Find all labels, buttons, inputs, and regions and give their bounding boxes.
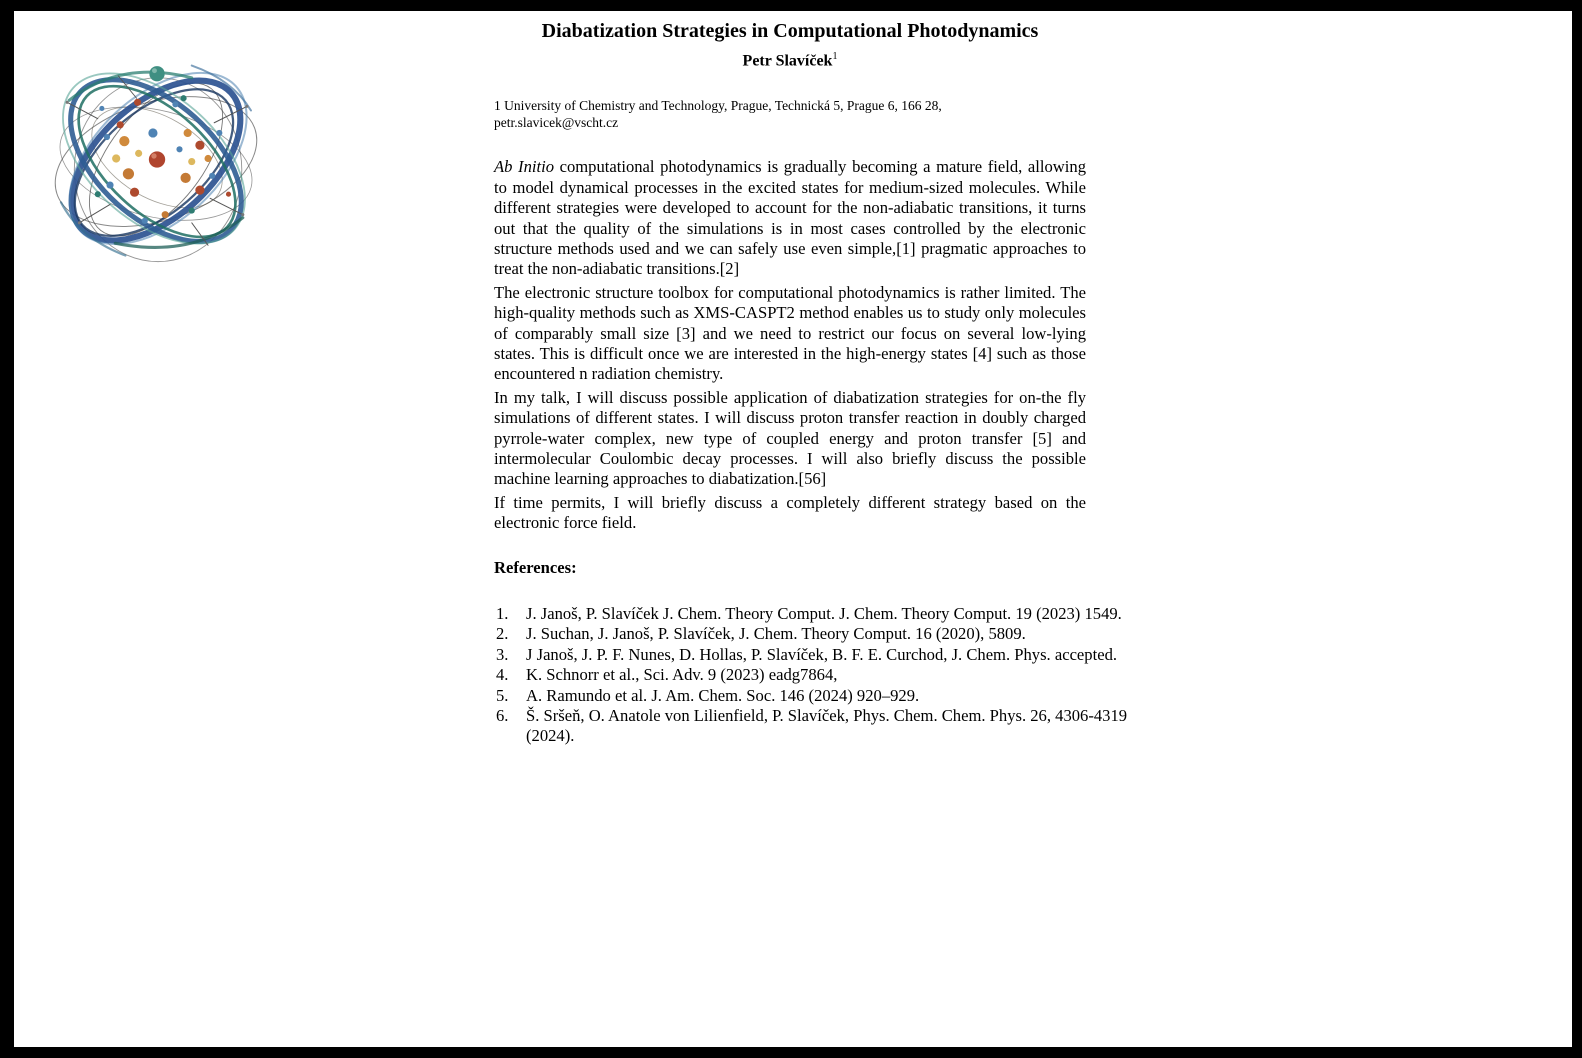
paragraph-1-text: computational photodynamics is gradually becoming a mature field, allowing to model dynamical processes in the excited states for medium-sized molecules. While different strategies were developed to account for the non-adiabatic transitions, it turns out that the quality of the simulations is in most cases controlled by the electronic structure methods used and we can safely use even simple,[1] pragmatic approaches to treat the non-adiabatic transitions.[2] xyxy=(494,157,1086,279)
references-heading: References: xyxy=(494,557,577,577)
reference-text: Š. Sršeň, O. Anatole von Lilienfield, P. Slavíček, Phys. Chem. Chem. Phys. 26, 4306-4319 (2024). xyxy=(526,706,1128,746)
references-list xyxy=(496,604,1172,747)
author-name: Petr Slavíček xyxy=(742,52,833,70)
abstract-paragraph-1 xyxy=(494,157,1086,279)
reference-item-6 xyxy=(496,706,1172,747)
document-page xyxy=(14,11,1572,1047)
author-line xyxy=(494,46,1086,71)
reference-number: 2. xyxy=(496,624,509,644)
reference-number: 3. xyxy=(496,644,509,664)
paper-title: Diabatization Strategies in Computational Photodynamics xyxy=(541,20,1039,42)
affiliation-address: 1 University of Chemistry and Technology, Prague, Technická 5, Prague 6, 166 28, xyxy=(494,98,942,114)
reference-text: K. Schnorr et al., Sci. Adv. 9 (2023) eadg7864, xyxy=(526,665,838,685)
reference-item-4 xyxy=(496,665,1172,685)
atom-illustration xyxy=(38,39,274,279)
ab-initio-italic: Ab Initio xyxy=(494,157,554,177)
reference-item-5 xyxy=(496,686,1172,706)
abstract-paragraph-2: The electronic structure toolbox for computational photodynamics is rather limited. The high-quality methods such as XMS-CASPT2 method enables us to study only molecules of comparably small size [3] and we need to restrict our focus on several low-lying states. This is difficult once we are interested in the high-energy states [4] such as those encountered n radiation chemistry. xyxy=(494,282,1086,384)
reference-text: A. Ramundo et al. J. Am. Chem. Soc. 146 (2024) 920–929. xyxy=(526,685,920,705)
reference-number: 6. xyxy=(496,706,509,726)
author-superscript: 1 xyxy=(832,51,838,62)
abstract-column xyxy=(494,19,1128,747)
reference-text: J. Suchan, J. Janoš, P. Slavíček, J. Chem. Theory Comput. 16 (2020), 5809. xyxy=(526,624,1026,644)
affiliation-email: petr.slavicek@vscht.cz xyxy=(494,115,619,131)
abstract-paragraph-4: If time permits, I will briefly discuss a completely different strategy based on the electronic force field. xyxy=(494,492,1086,533)
reference-text: J. Janoš, P. Slavíček J. Chem. Theory Comput. J. Chem. Theory Comput. 19 (2023) 1549. xyxy=(526,604,1122,624)
abstract-paragraph-3: In my talk, I will discuss possible application of diabatization strategies for on-the fly simulations of different states. I will discuss proton transfer reaction in doubly charged pyrrole-water complex, new type of coupled energy and proton transfer [5] and intermolecular Coulombic decay processes. I will also briefly discuss the possible machine learning approaches to diabatization.[56] xyxy=(494,387,1086,489)
reference-text: J Janoš, J. P. F. Nunes, D. Hollas, P. Slavíček, B. F. E. Curchod, J. Chem. Phys. accepted. xyxy=(526,644,1118,664)
affiliation-block xyxy=(494,97,1086,131)
reference-number: 1. xyxy=(496,604,509,624)
reference-item-1 xyxy=(496,604,1172,624)
reference-item-2 xyxy=(496,624,1172,644)
reference-item-3 xyxy=(496,645,1172,665)
reference-number: 5. xyxy=(496,685,509,705)
reference-number: 4. xyxy=(496,665,509,685)
atom-illustration-svg xyxy=(38,39,274,279)
